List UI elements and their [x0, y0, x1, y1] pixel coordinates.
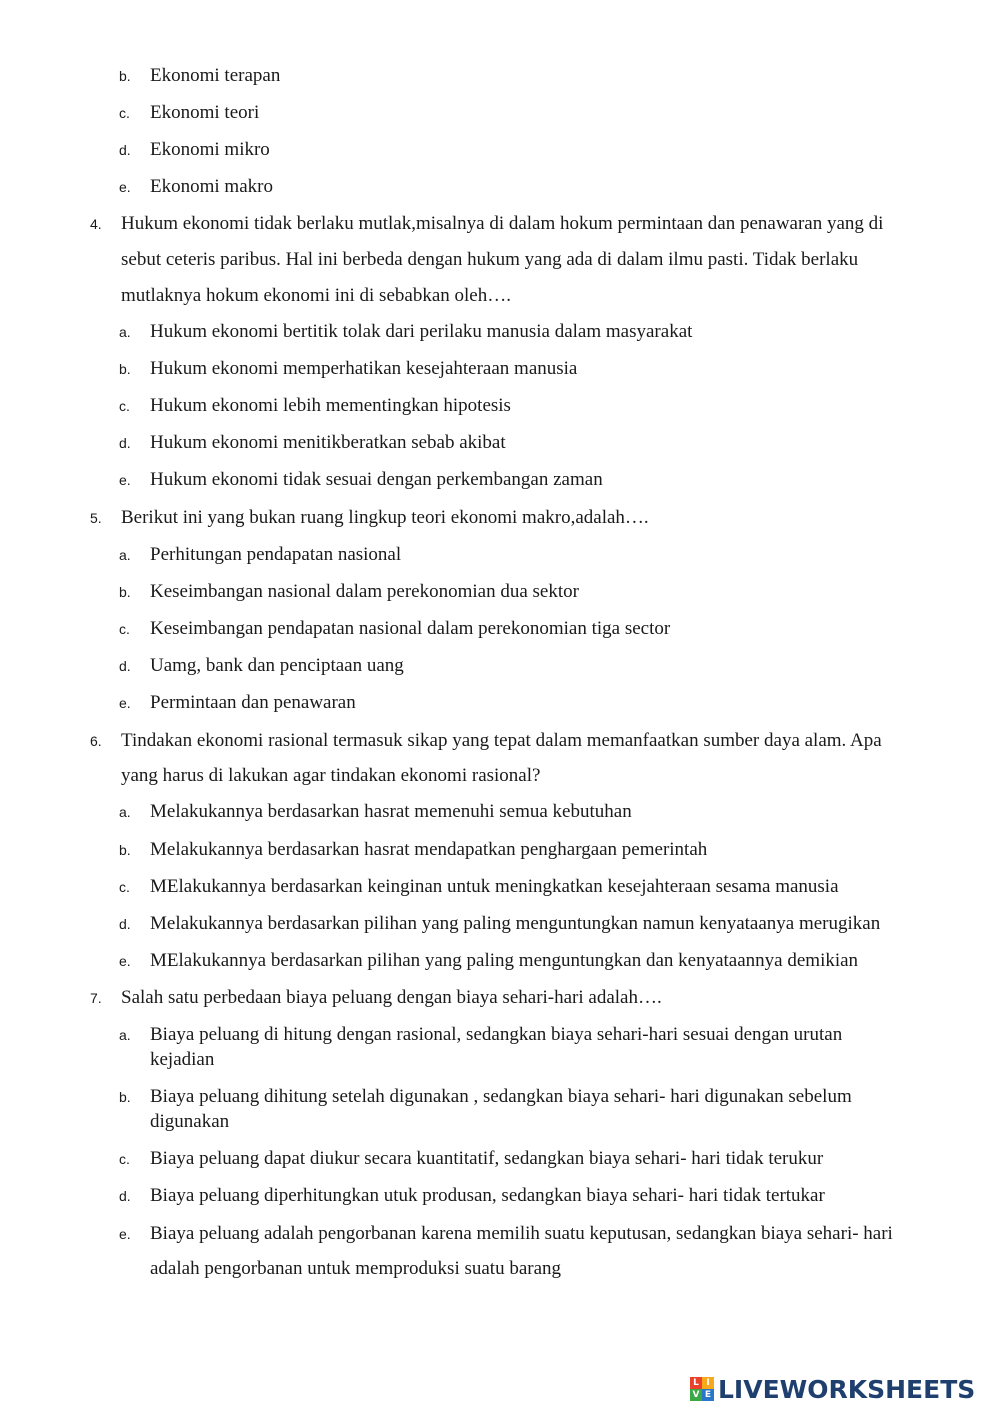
- option-marker: a.: [119, 804, 131, 820]
- logo-block-i: I: [702, 1377, 714, 1389]
- q4-option-d: [0, 428, 999, 458]
- option-marker: c.: [119, 621, 130, 637]
- option-text: MElakukannya berdasarkan keinginan untuk meningkatkan kesejahteraan sesama manusia: [150, 876, 839, 897]
- option-text: Hukum ekonomi bertitik tolak dari perilaku manusia dalam masyarakat: [150, 321, 693, 342]
- option-text: Uamg, bank dan penciptaan uang: [150, 655, 404, 676]
- option-marker: a.: [119, 547, 131, 563]
- q6-option-b: [0, 835, 999, 865]
- question-text: sebut ceteris paribus. Hal ini berbeda dengan hukum yang ada di dalam ilmu pasti. Tidak berlaku: [121, 249, 859, 270]
- brand-wordmark: LIVEWORKSHEETS: [718, 1374, 976, 1404]
- option-text: kejadian: [150, 1049, 215, 1070]
- q4-stem-line-3: [0, 281, 999, 311]
- option-marker: c.: [119, 1151, 130, 1167]
- q7-option-e: [0, 1219, 999, 1249]
- q4-option-b: [0, 354, 999, 384]
- q3-option-e: [0, 172, 999, 202]
- q4-stem-line-1: [0, 209, 999, 239]
- q7-option-c: [0, 1144, 999, 1174]
- q6-option-d: [0, 909, 999, 939]
- q5-option-b: [0, 577, 999, 607]
- q3-option-b: [0, 61, 999, 91]
- option-text: Permintaan dan penawaran: [150, 692, 356, 713]
- q6-option-e: [0, 946, 999, 976]
- option-text: adalah pengorbanan untuk memproduksi suatu barang: [150, 1258, 562, 1279]
- option-text: Melakukannya berdasarkan pilihan yang paling menguntungkan namun kenyataanya merugikan: [150, 913, 881, 934]
- option-text: Melakukannya berdasarkan hasrat mendapatkan penghargaan pemerintah: [150, 839, 708, 860]
- q7-option-d: [0, 1181, 999, 1211]
- q6-option-a: [0, 797, 999, 827]
- option-marker: e.: [119, 953, 131, 969]
- q5-option-e: [0, 688, 999, 718]
- q5-option-a: [0, 540, 999, 570]
- option-marker: d.: [119, 1188, 131, 1204]
- question-text: Salah satu perbedaan biaya peluang dengan biaya sehari-hari adalah….: [121, 987, 662, 1008]
- q6-stem-line-1: [0, 726, 999, 756]
- q6-stem-line-2: [0, 761, 999, 791]
- option-marker: a.: [119, 1027, 131, 1043]
- option-text: Hukum ekonomi lebih mementingkan hipotesis: [150, 395, 511, 416]
- option-marker: b.: [119, 842, 131, 858]
- option-marker: a.: [119, 324, 131, 340]
- option-text: Keseimbangan pendapatan nasional dalam perekonomian tiga sector: [150, 618, 671, 639]
- option-marker: d.: [119, 435, 131, 451]
- q7-stem-line-1: [0, 983, 999, 1013]
- q5-option-c: [0, 614, 999, 644]
- q6-option-c: [0, 872, 999, 902]
- live-blocks-icon: [690, 1377, 714, 1401]
- option-text: MElakukannya berdasarkan pilihan yang paling menguntungkan dan kenyataannya demikian: [150, 950, 859, 971]
- option-text: Hukum ekonomi memperhatikan kesejahteraan manusia: [150, 358, 578, 379]
- option-marker: b.: [119, 68, 131, 84]
- q4-option-a: [0, 317, 999, 347]
- option-text: Keseimbangan nasional dalam perekonomian dua sektor: [150, 581, 579, 602]
- q4-stem-line-2: [0, 245, 999, 275]
- option-text: Melakukannya berdasarkan hasrat memenuhi semua kebutuhan: [150, 801, 632, 822]
- q5-option-d: [0, 651, 999, 681]
- option-marker: b.: [119, 361, 131, 377]
- option-marker: c.: [119, 105, 130, 121]
- option-text: Hukum ekonomi menitikberatkan sebab akibat: [150, 432, 506, 453]
- question-number: 6.: [90, 733, 102, 749]
- option-text: Ekonomi makro: [150, 176, 273, 197]
- option-text: Biaya peluang dapat diukur secara kuantitatif, sedangkan biaya sehari- hari tidak terukur: [150, 1148, 824, 1169]
- option-text: Biaya peluang di hitung dengan rasional, sedangkan biaya sehari-hari sesuai dengan urutan: [150, 1024, 843, 1045]
- q7-option-b-continued: [0, 1107, 999, 1137]
- q7-option-e-continued: [0, 1254, 999, 1284]
- q3-option-d: [0, 135, 999, 165]
- question-number: 7.: [90, 990, 102, 1006]
- option-text: Ekonomi teori: [150, 102, 260, 123]
- option-text: Perhitungan pendapatan nasional: [150, 544, 402, 565]
- option-marker: d.: [119, 916, 131, 932]
- q5-stem-line-1: [0, 503, 999, 533]
- logo-block-e: E: [702, 1389, 714, 1401]
- option-text: digunakan: [150, 1111, 230, 1132]
- logo-block-v: V: [690, 1389, 702, 1401]
- option-marker: e.: [119, 472, 131, 488]
- option-text: Biaya peluang diperhitungkan utuk produsan, sedangkan biaya sehari- hari tidak tertukar: [150, 1185, 825, 1206]
- option-marker: b.: [119, 1089, 131, 1105]
- option-text: Ekonomi terapan: [150, 65, 281, 86]
- q4-option-e: [0, 465, 999, 495]
- option-marker: b.: [119, 584, 131, 600]
- option-marker: d.: [119, 658, 131, 674]
- q3-option-c: [0, 98, 999, 128]
- option-marker: e.: [119, 695, 131, 711]
- q4-option-c: [0, 391, 999, 421]
- question-text: yang harus di lakukan agar tindakan ekonomi rasional?: [121, 765, 541, 786]
- option-marker: d.: [119, 142, 131, 158]
- q7-option-a-continued: [0, 1045, 999, 1075]
- option-text: Ekonomi mikro: [150, 139, 270, 160]
- option-marker: e.: [119, 1226, 131, 1242]
- option-marker: c.: [119, 398, 130, 414]
- question-text: Berikut ini yang bukan ruang lingkup teori ekonomi makro,adalah….: [121, 507, 649, 528]
- question-text: Hukum ekonomi tidak berlaku mutlak,misalnya di dalam hokum permintaan dan penawaran yang di: [121, 213, 884, 234]
- option-text: Biaya peluang adalah pengorbanan karena memilih suatu keputusan, sedangkan biaya sehari- hari: [150, 1223, 893, 1244]
- liveworksheets-logo: [690, 1375, 975, 1403]
- option-text: Hukum ekonomi tidak sesuai dengan perkembangan zaman: [150, 469, 603, 490]
- question-text: mutlaknya hokum ekonomi ini di sebabkan oleh….: [121, 285, 511, 306]
- question-number: 5.: [90, 510, 102, 526]
- option-marker: c.: [119, 879, 130, 895]
- option-marker: e.: [119, 179, 131, 195]
- question-text: Tindakan ekonomi rasional termasuk sikap yang tepat dalam memanfaatkan sumber daya alam. Apa: [121, 730, 882, 751]
- option-text: Biaya peluang dihitung setelah digunakan , sedangkan biaya sehari- hari digunakan sebelum: [150, 1086, 852, 1107]
- question-number: 4.: [90, 216, 102, 232]
- logo-block-l: L: [690, 1377, 702, 1389]
